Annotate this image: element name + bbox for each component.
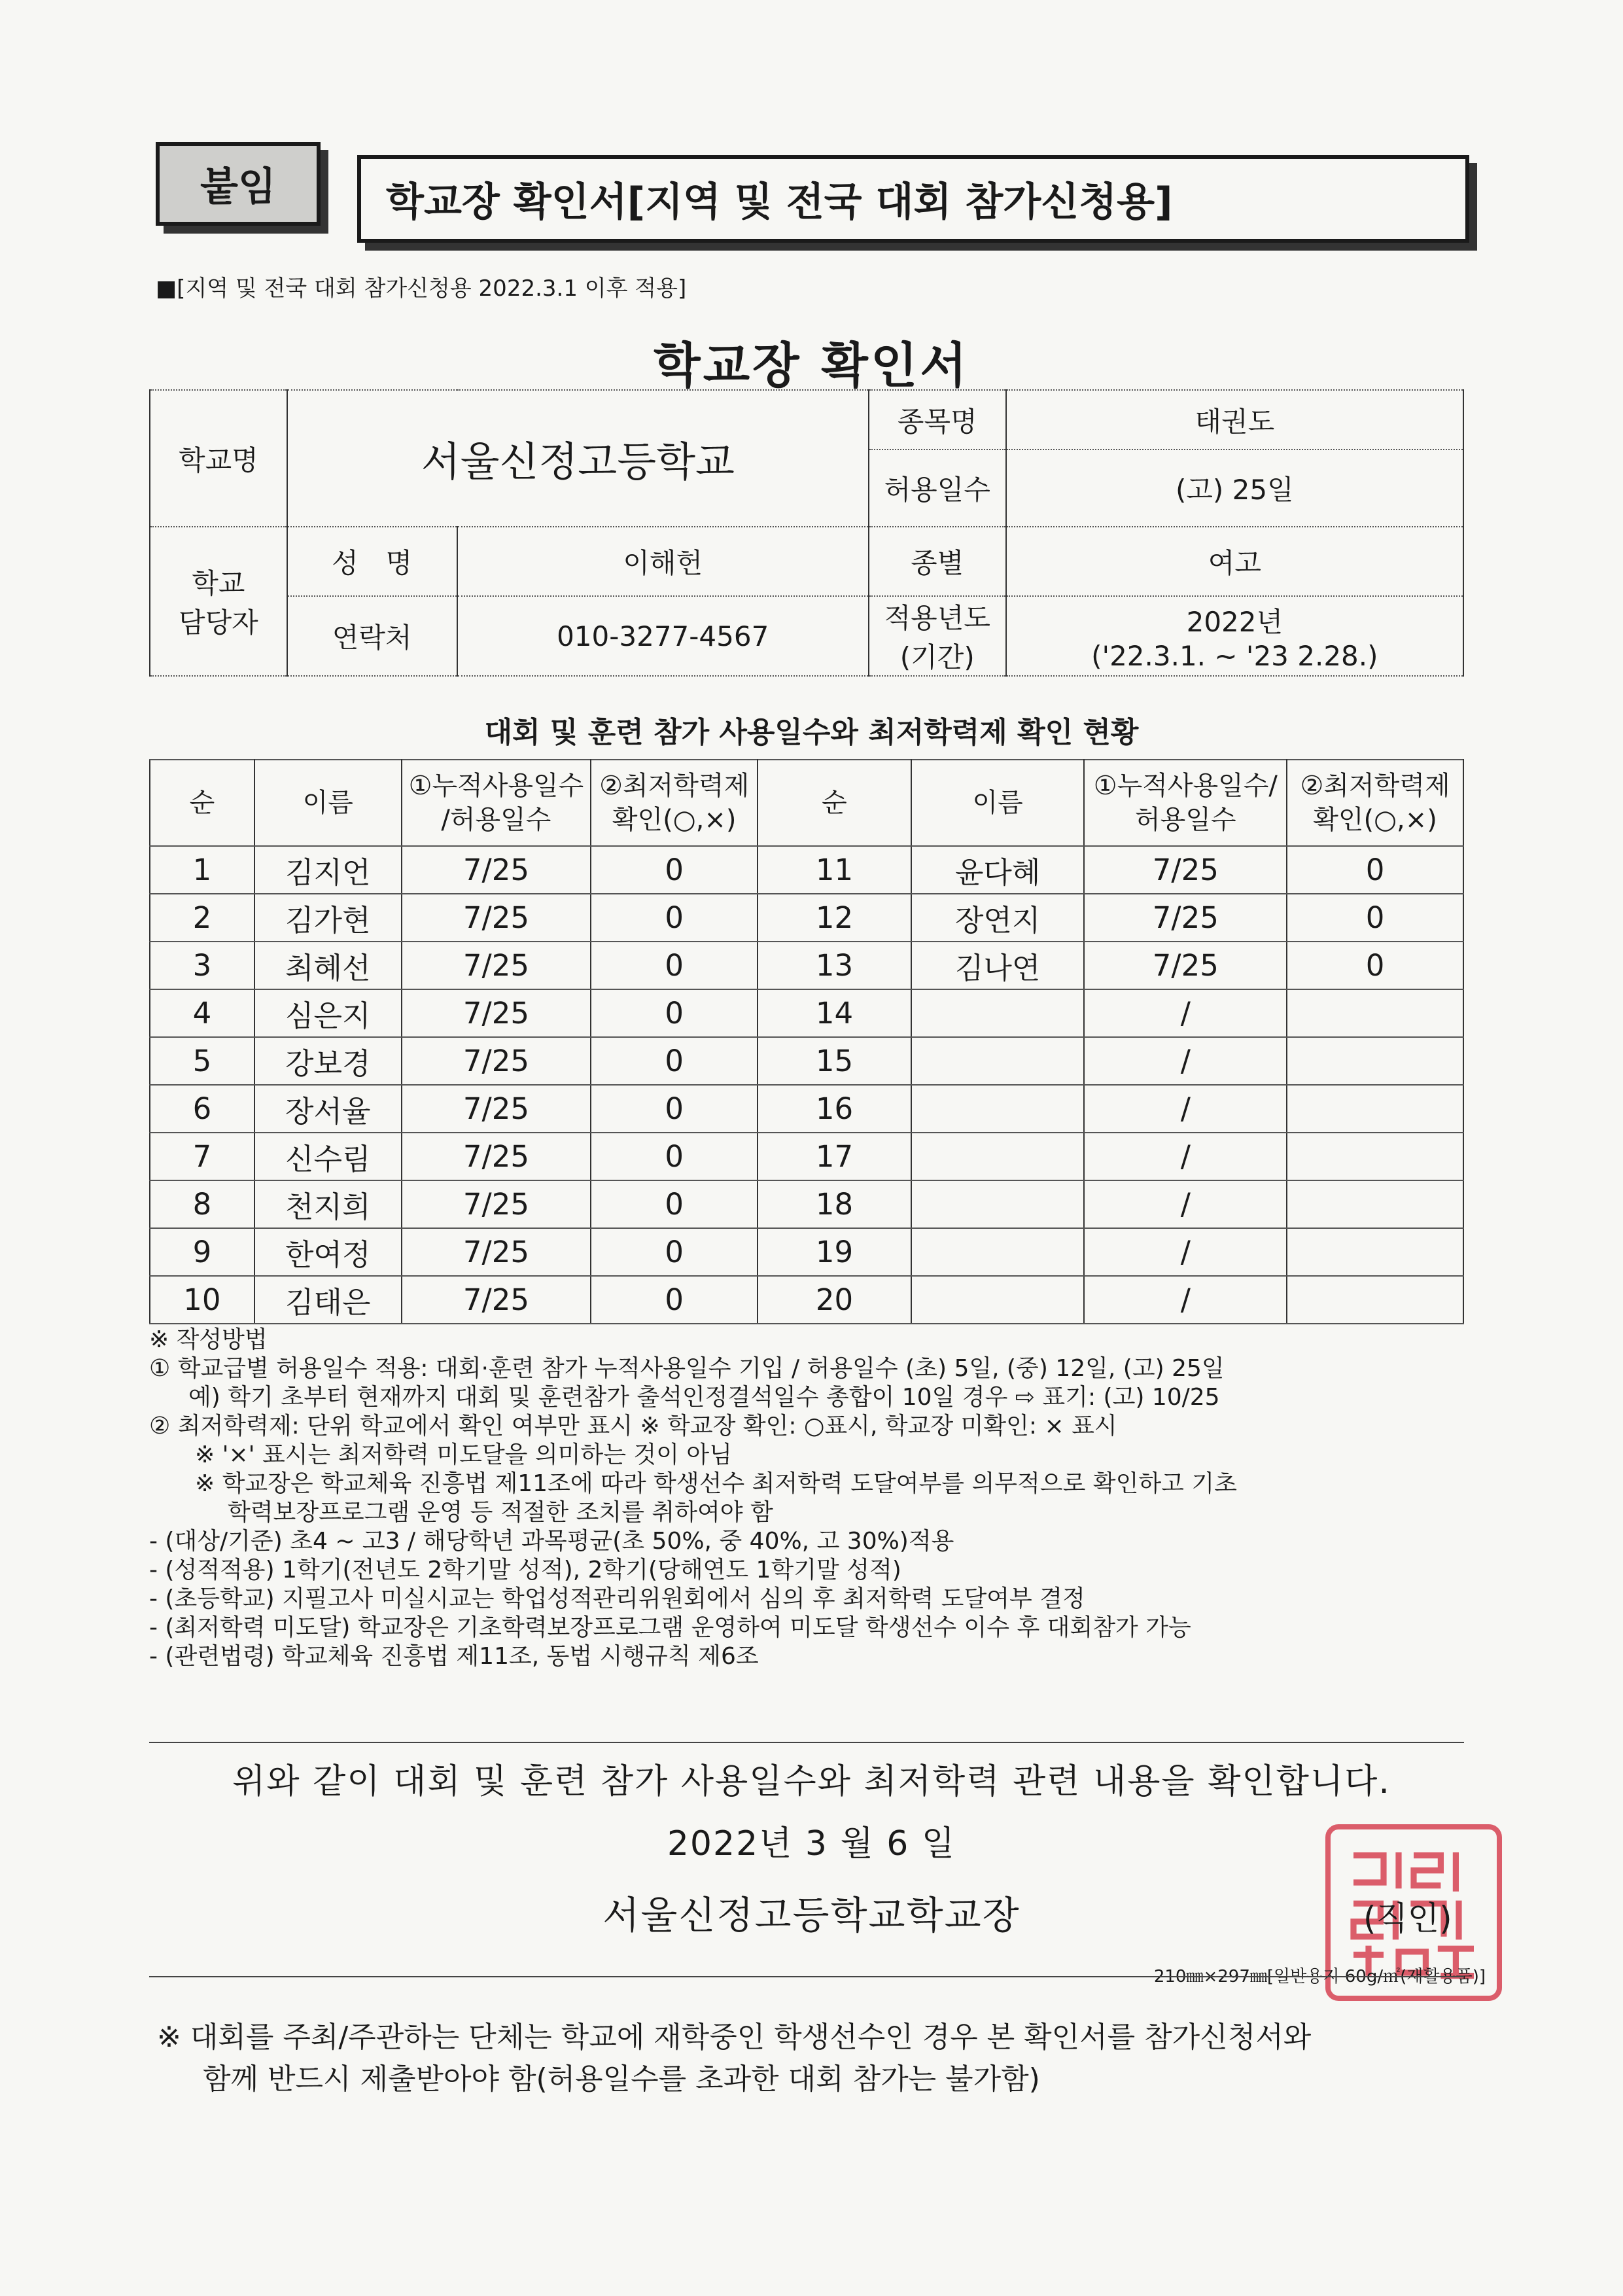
cell-left-no: 4	[150, 989, 254, 1037]
cell-left-name: 한여정	[254, 1228, 402, 1276]
cell-left-no: 7	[150, 1133, 254, 1180]
allowed-days-label: 허용일수	[869, 450, 1006, 527]
cell-left-name: 김가현	[254, 894, 402, 942]
header-no-left: 순	[150, 760, 254, 846]
cell-right-no: 18	[758, 1180, 911, 1228]
cell-left-days: 7/25	[402, 1228, 591, 1276]
cell-right-no: 16	[758, 1085, 911, 1133]
cell-right-name	[911, 989, 1085, 1037]
paper-size: 210㎜×297㎜[일반용지 60g/㎡(재활용품)]	[1153, 1967, 1486, 1987]
header-days-right: ①누적사용일수/ 허용일수	[1084, 760, 1287, 846]
cell-left-name: 심은지	[254, 989, 402, 1037]
cell-left-check: 0	[591, 846, 758, 894]
header-no-right: 순	[758, 760, 911, 846]
table-row	[150, 1228, 1463, 1276]
cell-left-no: 5	[150, 1037, 254, 1085]
cell-right-no: 19	[758, 1228, 911, 1276]
issue-date: 2022년 3 월 6 일	[667, 1824, 956, 1863]
cell-right-days: 7/25	[1084, 894, 1287, 942]
footer-note	[157, 2017, 1311, 2100]
divider	[149, 1976, 1464, 1977]
cell-left-days: 7/25	[402, 989, 591, 1037]
year-value: 2022년 ('22.3.1. ~ '23 2.28.)	[1006, 596, 1463, 676]
cell-left-name: 신수림	[254, 1133, 402, 1180]
table-row	[150, 1276, 1463, 1324]
document-title: 학교장 확인서	[654, 338, 969, 394]
cell-left-no: 10	[150, 1276, 254, 1324]
divider	[149, 1742, 1464, 1743]
table-row	[150, 846, 1463, 894]
cell-right-no: 14	[758, 989, 911, 1037]
cell-right-days: 7/25	[1084, 942, 1287, 989]
school-value: 서울신정고등학교	[287, 390, 869, 527]
note-line: - (초등학교) 지필고사 미실시교는 학업성적관리위원회에서 심의 후 최저학력 도달여부 결정	[149, 1585, 1085, 1612]
header-check-left: ②최저학력제 확인(○,×)	[591, 760, 758, 846]
header-days-left: ①누적사용일수 /허용일수	[402, 760, 591, 846]
allowed-days-value: (고) 25일	[1006, 450, 1463, 527]
note-line: ② 최저학력제: 단위 학교에서 확인 여부만 표시 ※ 학교장 확인: ○표시, 학교장 미확인: × 표시	[149, 1413, 1117, 1439]
cell-left-days: 7/25	[402, 1037, 591, 1085]
year-label: 적용년도 (기간)	[869, 596, 1006, 676]
table-row	[150, 1133, 1463, 1180]
cell-right-name: 장연지	[911, 894, 1085, 942]
cell-right-days: /	[1084, 1133, 1287, 1180]
cell-left-days: 7/25	[402, 1180, 591, 1228]
instructions	[149, 1326, 1497, 1671]
cell-right-no: 15	[758, 1037, 911, 1085]
cell-right-check	[1287, 1180, 1463, 1228]
cell-left-check: 0	[591, 1133, 758, 1180]
cell-right-no: 17	[758, 1133, 911, 1180]
note-line: - (최저학력 미도달) 학교장은 기초학력보장프로그램 운영하여 미도달 학생선수 이수 후 대회참가 가능	[149, 1614, 1191, 1641]
table-row	[150, 942, 1463, 989]
cell-right-check: 0	[1287, 846, 1463, 894]
cell-right-days: /	[1084, 989, 1287, 1037]
name-label: 성 명	[287, 527, 457, 596]
cell-left-check: 0	[591, 989, 758, 1037]
footer-line: ※ 대회를 주최/주관하는 단체는 학교에 재학중인 학생선수인 경우 본 확인서를 참가신청서와	[157, 2021, 1312, 2054]
header-title: 학교장 확인서[지역 및 전국 대회 참가신청용]	[357, 155, 1469, 243]
cell-right-check	[1287, 1037, 1463, 1085]
cell-right-name	[911, 1228, 1085, 1276]
cell-right-no: 12	[758, 894, 911, 942]
cell-left-days: 7/25	[402, 942, 591, 989]
cell-left-no: 9	[150, 1228, 254, 1276]
cell-right-days: 7/25	[1084, 846, 1287, 894]
note-line: ① 학교급별 허용일수 적용: 대회·훈련 참가 누적사용일수 기입 / 허용일수 (초) 5일, (중) 12일, (고) 25일	[149, 1355, 1225, 1382]
event-label: 종목명	[869, 390, 1006, 450]
cell-right-days: /	[1084, 1037, 1287, 1085]
cell-right-no: 13	[758, 942, 911, 989]
cell-left-check: 0	[591, 942, 758, 989]
cell-right-check	[1287, 1133, 1463, 1180]
contact-label: 연락처	[287, 596, 457, 676]
status-title: 대회 및 훈련 참가 사용일수와 최저학력제 확인 현황	[484, 716, 1139, 749]
cell-left-name: 강보경	[254, 1037, 402, 1085]
cell-right-no: 11	[758, 846, 911, 894]
cell-right-name: 윤다혜	[911, 846, 1085, 894]
cell-left-no: 8	[150, 1180, 254, 1228]
cell-right-check	[1287, 1228, 1463, 1276]
cell-right-days: /	[1084, 1228, 1287, 1276]
note-line: ※ '×' 표시는 최저학력 미도달을 의미하는 것이 아님	[195, 1441, 732, 1468]
cell-left-name: 장서율	[254, 1085, 402, 1133]
cell-left-check: 0	[591, 1037, 758, 1085]
cell-right-name: 김나연	[911, 942, 1085, 989]
confirmation-text: 위와 같이 대회 및 훈련 참가 사용일수와 최저학력 관련 내용을 확인합니다.	[232, 1762, 1391, 1801]
cell-left-days: 7/25	[402, 1085, 591, 1133]
cell-left-no: 6	[150, 1085, 254, 1133]
header-name-left: 이름	[254, 760, 402, 846]
header-name-right: 이름	[911, 760, 1085, 846]
roster-table	[149, 759, 1464, 1324]
cell-left-check: 0	[591, 1180, 758, 1228]
note-line: - (관련법령) 학교체육 진흥법 제11조, 동법 시행규칙 제6조	[149, 1643, 759, 1670]
cell-left-days: 7/25	[402, 1133, 591, 1180]
school-label: 학교명	[150, 390, 287, 527]
seal-mark: (직인)	[1363, 1899, 1452, 1937]
cell-right-days: /	[1084, 1180, 1287, 1228]
cell-right-name	[911, 1276, 1085, 1324]
cell-right-days: /	[1084, 1085, 1287, 1133]
cell-left-name: 김태은	[254, 1276, 402, 1324]
cell-left-days: 7/25	[402, 846, 591, 894]
name-value: 이해헌	[457, 527, 869, 596]
principal-name: 서울신정고등학교학교장	[602, 1893, 1021, 1937]
notice-top: ■[지역 및 전국 대회 참가신청용 2022.3.1 이후 적용]	[156, 275, 687, 302]
cell-right-days: /	[1084, 1276, 1287, 1324]
cell-right-no: 20	[758, 1276, 911, 1324]
cell-right-name	[911, 1180, 1085, 1228]
note-line: - (대상/기준) 초4 ~ 고3 / 해당학년 과목평균(초 50%, 중 40%, 고 30%)적용	[149, 1528, 954, 1555]
cell-right-check	[1287, 1276, 1463, 1324]
cell-right-check	[1287, 1085, 1463, 1133]
cell-right-name	[911, 1133, 1085, 1180]
cell-left-name: 김지언	[254, 846, 402, 894]
cell-left-name: 최혜선	[254, 942, 402, 989]
cell-left-check: 0	[591, 894, 758, 942]
cell-right-name	[911, 1037, 1085, 1085]
attachment-tag: 붙임	[156, 142, 321, 226]
note-line: ※ 학교장은 학교체육 진흥법 제11조에 따라 학생선수 최저학력 도달여부를 의무적으로 확인하고 기초	[195, 1470, 1237, 1497]
cell-right-name	[911, 1085, 1085, 1133]
manager-label: 학교 담당자	[150, 527, 287, 676]
note-line: 예) 학기 초부터 현재까지 대회 및 훈련참가 출석인정결석일수 총합이 10일 경우 ⇨ 표기: (고) 10/25	[188, 1384, 1220, 1411]
cell-left-no: 3	[150, 942, 254, 989]
cell-left-name: 천지희	[254, 1180, 402, 1228]
cell-right-check: 0	[1287, 942, 1463, 989]
table-row	[150, 1037, 1463, 1085]
contact-value: 010-3277-4567	[457, 596, 869, 676]
note-line: 학력보장프로그램 운영 등 적절한 조치를 취하여야 함	[228, 1499, 773, 1526]
cell-left-days: 7/25	[402, 894, 591, 942]
note-line: - (성적적용) 1학기(전년도 2학기말 성적), 2학기(당해연도 1학기말 성적)	[149, 1557, 901, 1583]
cell-left-check: 0	[591, 1228, 758, 1276]
cell-left-check: 0	[591, 1085, 758, 1133]
cell-left-no: 1	[150, 846, 254, 894]
table-row	[150, 1085, 1463, 1133]
note-line: ※ 작성방법	[149, 1326, 268, 1353]
event-value: 태권도	[1006, 390, 1463, 450]
gender-value: 여고	[1006, 527, 1463, 596]
cell-right-check: 0	[1287, 894, 1463, 942]
footer-line: 함께 반드시 제출받아야 함(허용일수를 초과한 대회 참가는 불가함)	[203, 2062, 1040, 2096]
gender-label: 종별	[869, 527, 1006, 596]
cell-left-no: 2	[150, 894, 254, 942]
cell-left-days: 7/25	[402, 1276, 591, 1324]
header-check-right: ②최저학력제 확인(○,×)	[1287, 760, 1463, 846]
table-row	[150, 894, 1463, 942]
cell-right-check	[1287, 989, 1463, 1037]
cell-left-check: 0	[591, 1276, 758, 1324]
table-row	[150, 989, 1463, 1037]
info-table	[149, 389, 1464, 677]
table-row	[150, 1180, 1463, 1228]
